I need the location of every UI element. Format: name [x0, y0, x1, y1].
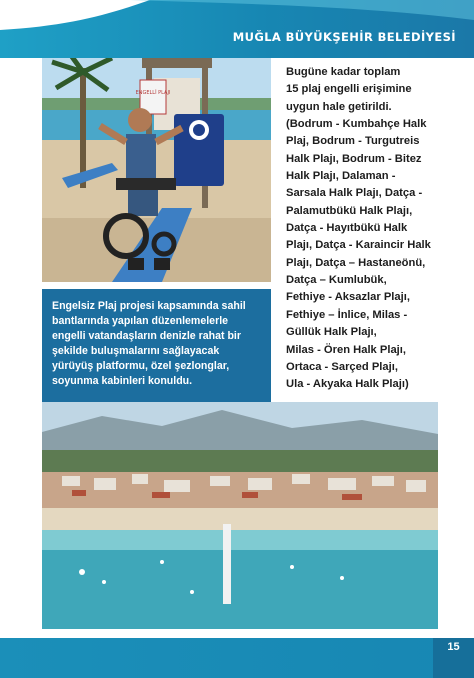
- wheelchair-beach-photo: [42, 58, 271, 282]
- page-number: 15: [447, 641, 460, 653]
- beach-list-text: Bugüne kadar toplam 15 plaj engelli erişimine uygun hale getirildi. (Bodrum - Kumbahçe Halk Plaj, Bodrum - Turgutreis Halk Plajı, Bodrum - Bitez Halk Plajı, Dalaman - Sarsala Halk Plajı, Datça - Palamutbükü Halk Plajı, Datça - Hayıtbükü Halk Plajı, Datça - Karaincir Halk Plajı, Datça – Hastaneönü, Datça – Kumlubük, Fethiye - Aksazlar Plajı, Fethiye – İnlice, Milas - Güllük Halk Plajı, Milas - Ören Halk Plajı, Ortaca - Sarçed Plajı, Ula - Akyaka Halk Plajı): [286, 66, 431, 391]
- aerial-beach-photo: [42, 402, 438, 629]
- organization-name: MUĞLA BÜYÜKŞEHİR BELEDİYESİ: [232, 30, 456, 44]
- footer-band: [0, 638, 474, 678]
- sign-text: ENGELLİ PLAJI: [135, 90, 171, 96]
- highlight-text-box: Engelsiz Plaj projesi kapsamında sahil bantlarında yapılan düzenlemelerle engelli vatandaşların denizle rahat bir şekilde buluşmalarını sağlayacak yürüyüş platformu, özel şezlonglar, soyunma kabinleri konuldu.: [42, 289, 271, 411]
